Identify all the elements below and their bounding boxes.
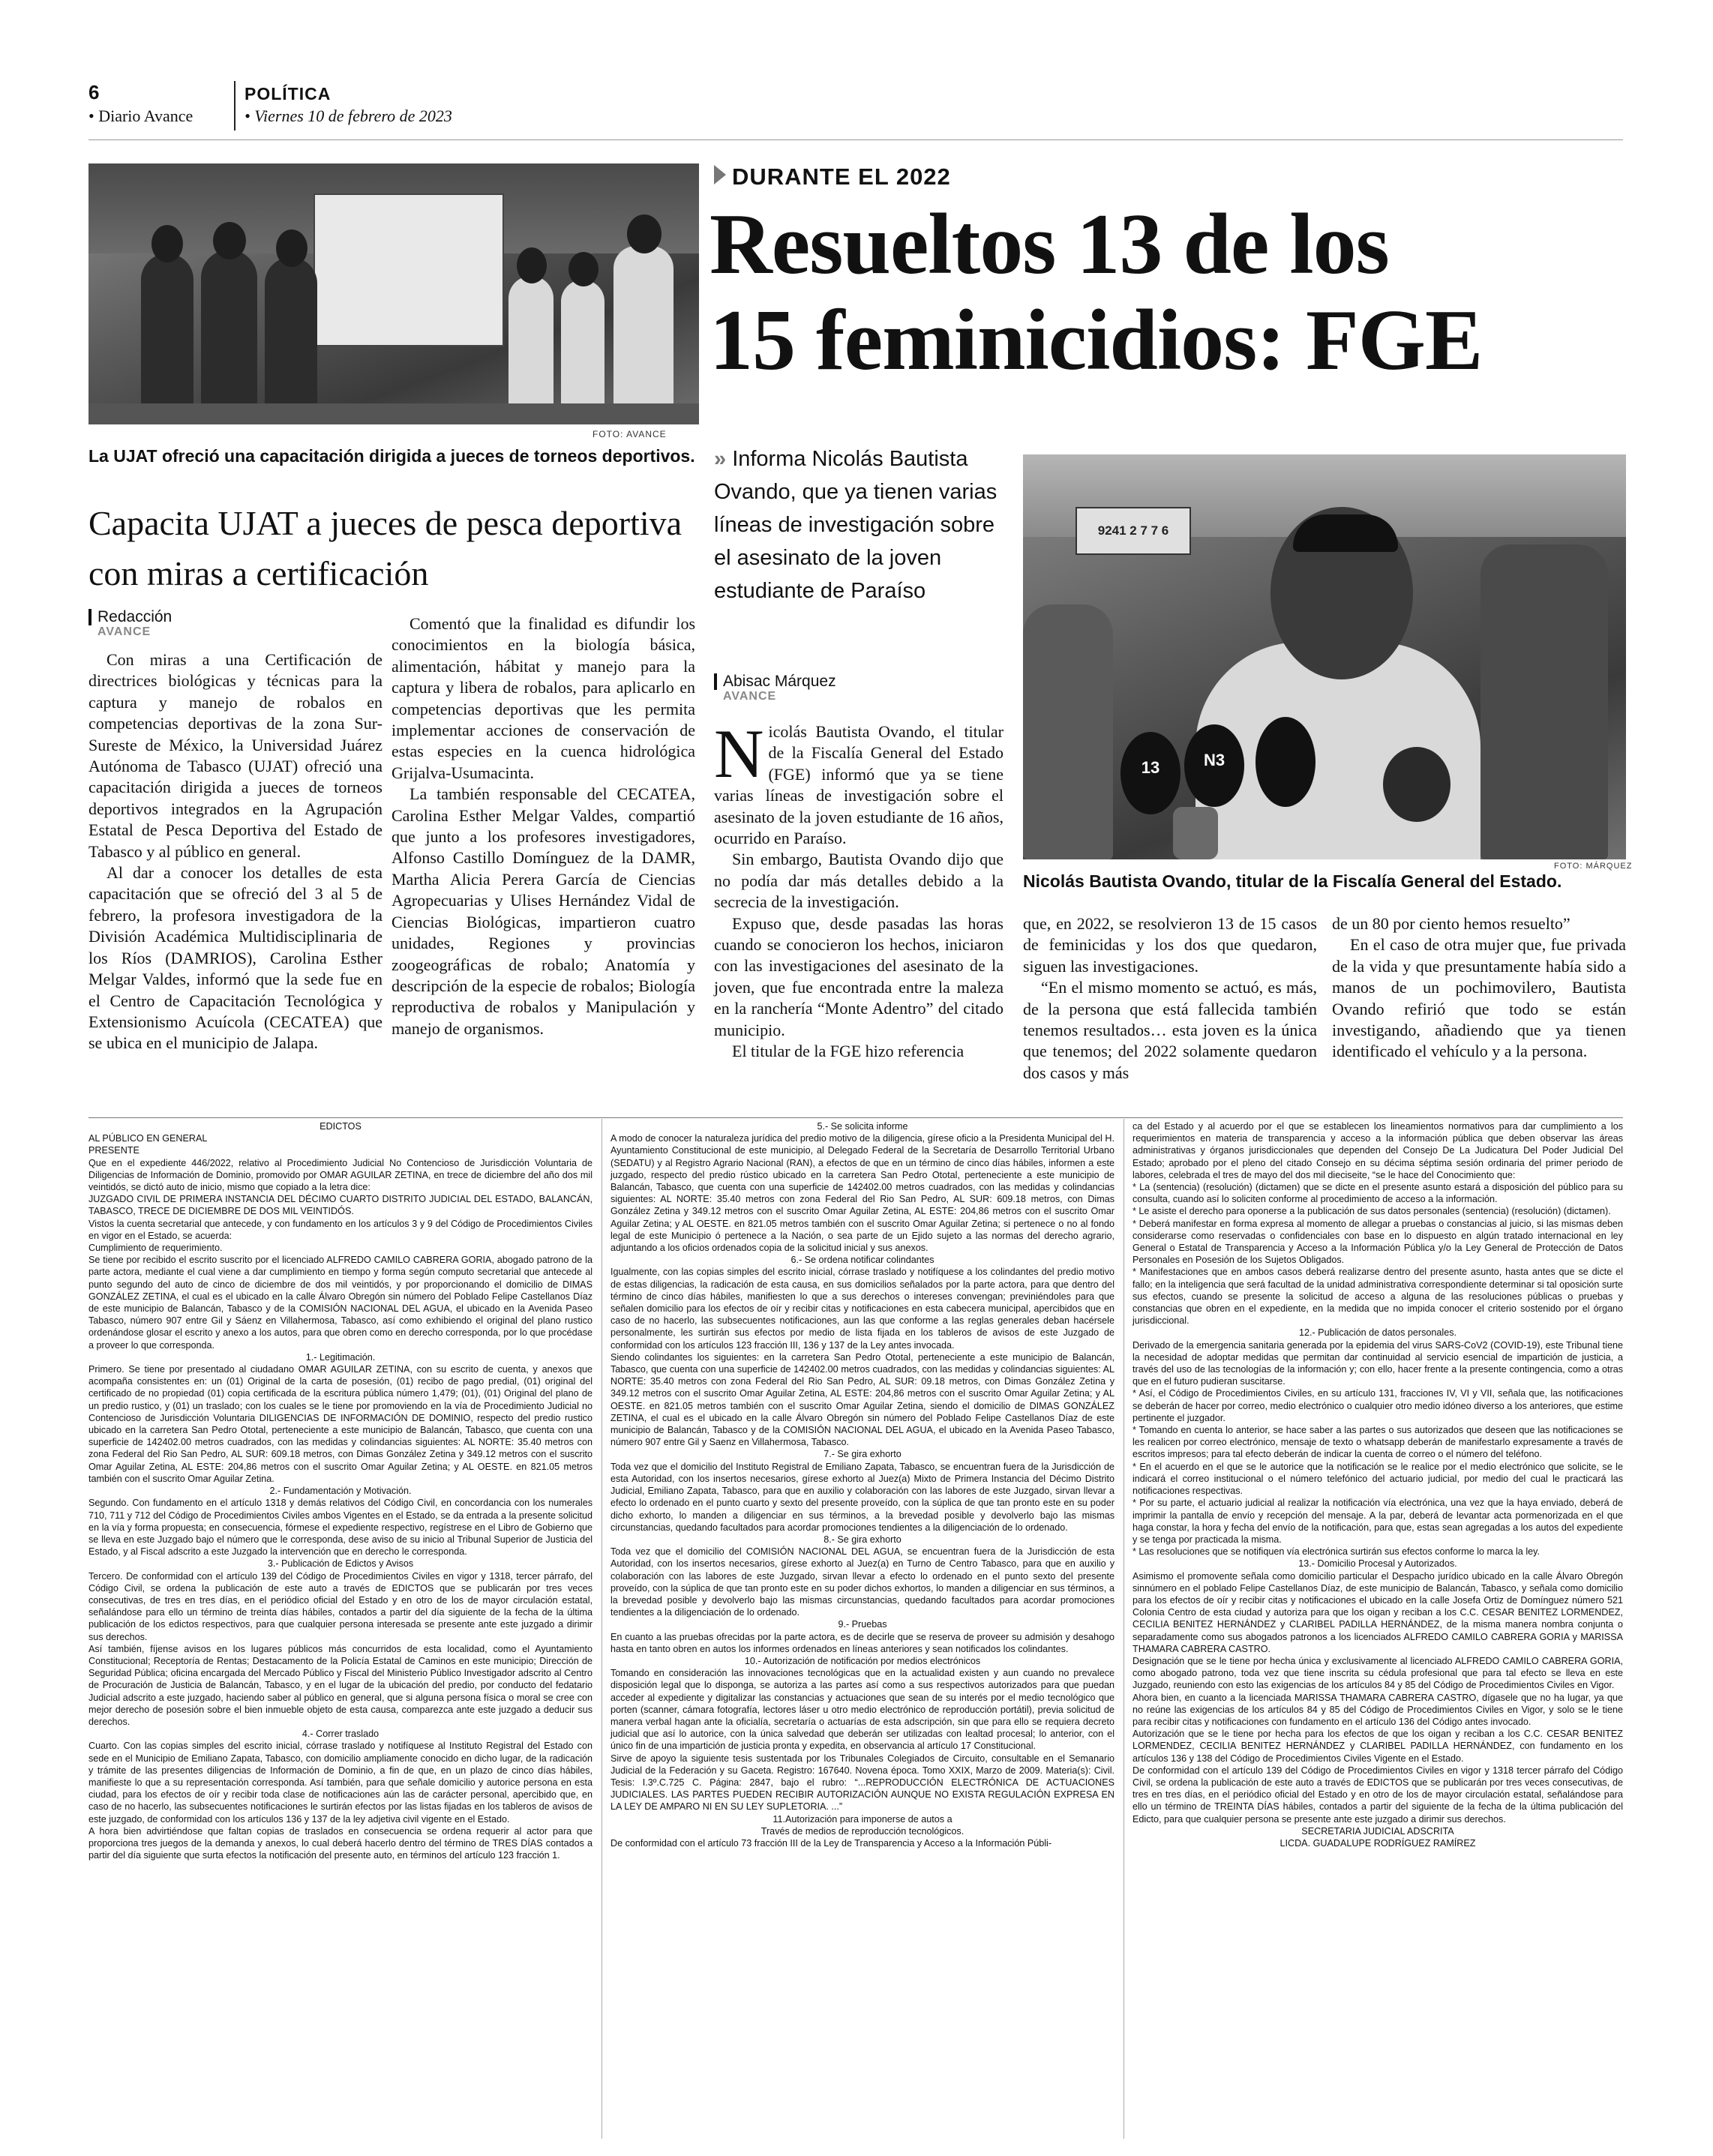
deck: [714, 442, 1014, 607]
legal-paragraph: AL PÚBLICO EN GENERAL: [88, 1133, 208, 1144]
paragraph: Con miras a una Certificación de directrices biológicas y técnicas para la captura y manejo de robalos en competencias deportivas de la zona Sur-Sureste de México, la Universidad Juárez Autónoma de Tabasco (UJAT) ofreció una capacitación dirigida a jueces de torneos deportivos integrados en la Agrupación Estatal de Pesca Deportiva del Estado de Tabasco y al público en general.: [88, 650, 382, 861]
paragraph: En el caso de otra mujer que, fue privada de la vida y que presuntamente había sido a manos de un pochimovilero, Bautista Ovando refirió que todo se están investigando, añadiendo que ya tienen identificado el vehículo y a la persona.: [1332, 935, 1626, 1061]
legal-paragraph: En cuanto a las pruebas ofrecidas por la parte actora, es de decirle que se reserva de proveer su admisión y desahogo hasta en tanto obren en autos los informes ordenados en líneas anteriores y sean notificados los colindantes.: [610, 1631, 1114, 1654]
newspaper-name: • Diario Avance: [88, 106, 194, 125]
legal-heading: 2.- Fundamentación y Motivación.: [269, 1486, 412, 1497]
legal-paragraph: * En el acuerdo en el que se le autorice que la notificación se le realice por el medio electrónico que solicite, se le indicará el correo institucional o el número telefónico del actuario judicial, por medio del cual le practicará las notificaciones respectivas.: [1132, 1461, 1623, 1497]
legal-heading: 10.- Autorización de notificación por medios electrónicos: [744, 1655, 981, 1666]
legal-paragraph: * Así, el Código de Procedimientos Civiles, en su artículo 131, fracciones IV, VI y VII, señala que, las notificaciones se deberán de hacer por correo, medio electrónico o cualquier otro medio idóneo diverso a los anteriores, que estime pertinente el juzgador.: [1132, 1388, 1623, 1423]
legal-paragraph: Sirve de apoyo la siguiente tesis sustentada por los Tribunales Colegiados de Circuito, consultable en el Semanario Judicial de la Federación y su Gaceta. Registro: 167640. Novena época. Tomo XXIX, Marzo de 2009. Materia(s): Civil. Tesis: I.3º.C.725 C. Página: 2847, bajo el rubro: “...REPRODUCCIÓN ELECTRÓNICA DE ACTUACIONES JUDICIALES. LAS PARTES PUEDEN RECIBIR AUTORIZACIÓN AUNQUE NO EXISTA REGULACIÓN EXPRESA EN LA LEY DE AMPARO NI EN SU LEY SUPLETORIA. ...”: [610, 1753, 1114, 1813]
legal-column-1: [88, 1120, 592, 1861]
legal-heading: 1.- Legitimación.: [305, 1351, 376, 1363]
legal-paragraph: JUZGADO CIVIL DE PRIMERA INSTANCIA DEL DÉCIMO CUARTO DISTRITO JUDICIAL DEL ESTADO, BALANCÁN, TABASCO, TRECE DE DICIEMBRE DE DOS MIL VEINTIDÓS.: [88, 1194, 592, 1217]
legal-paragraph: Siendo colindantes los siguientes: en la carretera San Pedro Ototal, perteneciente a este municipio de Balancán, Tabasco, que cuenta con una superficie de 142402.00 metros cuadrados, con las medidas y colindancias siguientes: AL NORTE: 35.40 metros con zona Federal del Rio San Pedro, AL SUR: 09.18 metros, con Dimas González Zetina y 349.12 metros con el suscrito Omar Aguilar Zetina, AL ESTE: 204,86 metros con el suscrito Omar Aguilar Zetina; y AL OESTE. en 821.05 metros también con el suscrito Omar Aguilar Zetina, siendo el domicilio de DIMAS GONZÁLEZ ZETINA, el cual es el ubicado en la calle Álvaro Obregón sin número del Poblado Felipe Castellanos Díaz de este municipio de Balancán, Tabasco y de la COMISIÓN NACIONAL DEL AGUA, el ubicado en la Avenida Paseo Tabasco, número 907 entre Gil y Saenz en Villahermosa, Tabasco.: [610, 1351, 1114, 1448]
legal-paragraph: Se tiene por recibido el escrito suscrito por el licenciado ALFREDO CAMILO CABRERA GORIA, abogado patrono de la parte actora, mediante el cual viene a dar cumplimiento en tiempo y forma según computo secretarial que antecede al punto segundo del auto de cinco de diciembre de dos mil veintidós, y por proporcionando el domicilio de DIMAS GONZÁLEZ ZETINA, el cual es el ubicado en la calle Álvaro Obregón sin número del Poblado Felipe Castellanos Díaz de este municipio de Balancán, Tabasco y de la COMISIÓN NACIONAL DEL AGUA, el ubicado en la Avenida Paseo Tabasco, número 907 entre Gil y Sáenz en Villahermosa, Tabasco, así como exhibiendo el original del plano rustico ordenándose glosar el escrito y anexo a los autos, para que obren como en derecho corresponda, por lo que procédase a proveer lo que corresponda.: [88, 1255, 592, 1351]
legal-heading: 13.- Domicilio Procesal y Autorizados.: [1298, 1558, 1457, 1570]
main-column-2: [1023, 913, 1317, 1084]
header-rule: [88, 139, 1623, 140]
photo-caption: Nicolás Bautista Ovando, titular de la Fiscalía General del Estado.: [1023, 871, 1562, 891]
byline-org: AVANCE: [98, 625, 152, 638]
main-byline: [714, 673, 836, 703]
legal-paragraph: Designación que se le tiene por hecha única y exclusivamente al licenciado ALFREDO CAMILO CABRERA GORIA, como abogado patrono, toda vez que tiene inscrita su cédula profesional que para tal efecto se lleva en este Juzgado, reuniendo con esto las exigencias de los artículos 84 y 85 del Código de Procedimientos Civiles en Vigor.: [1132, 1655, 1623, 1691]
legal-heading: 9.- Pruebas: [838, 1619, 887, 1630]
legal-paragraph: Primero. Se tiene por presentado al ciudadano OMAR AGUILAR ZETINA, con su escrito de cuenta, y anexos que acompaña consistentes en: un (01) Original de la carta de posesión, (01) recibo de pago predial, (01) original del certificado de no propiedad (01) copia certificada de la escritura pública número 1,479; (01), (01) Original del plano de un predio rustico, y (01) un traslado; con los cuales se le tiene por promoviendo en la vía de Procedimiento Judicial no Contencioso de Jurisdicción Voluntaria DILIGENCIAS DE INFORMACIÓN DE DOMINIO, respecto del predio rustico ubicado en la carretera San Pedro Ototal, perteneciente a este municipio de Balancán, Tabasco, que cuenta con una superficie de 142402.00 metros cuadrados, con las medidas y colindancias siguientes: AL NORTE: 35.40 metros con zona Federal del Rio San Pedro, AL SUR: 609.18 metros, con Dimas González Zetina y 349.12 metros con el suscrito Omar Aguilar Zetina, AL ESTE: 204,86 metros con el suscrito Omar Aguilar Zetina; y AL OESTE. en 821.05 metros también con el suscrito Omar Aguilar Zetina.: [88, 1364, 592, 1484]
article-headline: Capacita UJAT a jueces de pesca deportiva con miras a certificación: [88, 504, 682, 592]
legal-paragraph: Cuarto. Con las copias simples del escrito inicial, córrase traslado y notifíquese al Instituto Registral del Estado con sede en el Municipio de Emiliano Zapata, Tabasco, con domicilio ampliamente conocido en dicho lugar, de la radicación y trámite de las presentes diligencias de Información de Dominio, a fin de que, en un plazo de cinco días hábiles, manifieste lo que a su representación corresponda. Así también, para que señale domicilio y autorice persona en esta ciudad, para los efectos de oír y recibir toda clase de notificaciones aún las de carácter personal, apercibido que, en caso de no hacerlo, las subsecuentes notificaciones le surtirán efectos por las listas fijadas en los tableros de avisos de este juzgado, de conformidad con los artículos 136 y 137 de la ley adjetiva civil vigente en el Estado.: [88, 1741, 592, 1825]
legal-column-3: [1132, 1120, 1623, 1849]
mic-label-n3: N3: [1203, 751, 1226, 769]
legal-paragraph: Tomando en consideración las innovaciones tecnológicas que en la actualidad existen y aun cuando no prevalece disposición legal que lo disponga, se autoriza a las partes así como a sus respectivos autorizados para que puedan acceder al expediente y digitalizar las constancias y actuaciones que sean de su interés por el medio tecnológico que porten (scanner, cámara fotografía, lectores láser u otro medio electrónico de reproducción portátil), previa solicitud de manera verbal hagan ante la oficialía, secretaría o actuarías de esta adscripción, sin que para ello se requiera decreto judicial que así lo autorice, con la única salvedad que deberán ser utilizadas con lealtad procesal; lo anterior, con el único fin de una impartición de justicia pronta y expedita, en observancia al artículo 17 Constitucional.: [610, 1668, 1114, 1752]
deck-text: Informa Nicolás Bautista Ovando, que ya tienen varias líneas de investigación sobre el asesinato de la joven estudiante de Paraíso: [714, 447, 998, 603]
legal-paragraph: Autorización que se le tiene por hecha para los efectos de que los oigan y reciban a los C.C. CESAR BENITEZ LORMENDEZ, CECILIA BENITEZ HERNÁNDEZ y CLARIBEL PADILLA HERNÁNDEZ, con fundamento en los artículos 136 y 138 del Código de Procedimientos Civiles Vigente en el Estado.: [1132, 1729, 1623, 1764]
legal-heading: LICDA. GUADALUPE RODRÍGUEZ RAMÍREZ: [1280, 1837, 1476, 1849]
legal-paragraph: * Deberá manifestar en forma expresa al momento de allegar a pruebas o constancias al juicio, si las mismas deben considerarse como reservadas o confidenciales con base en lo dispuesto en algún tratado internacional en ley General o Estatal de Transparencia y Acceso a la Información Pública y/o la Ley General de Protección de Datos Personales en Posesión de los Sujetos Obligados.: [1132, 1218, 1623, 1266]
legal-paragraph: Toda vez que el domicilio del COMISIÓN NACIONAL DEL AGUA, se encuentran fuera de la Jurisdicción de esta Autoridad, con los insertos necesarios, gírese exhorto al Juez(a) en Turno de Centro Tabasco, para que en auxilio y colaboración con las labores de este Juzgado, sirvan llevar a efecto lo ordenado en el punto sexto del presente proveído, con la súplica de que tan pronto este en su poder dichos exhortos, lo manden a diligenciar en sus términos, a la brevedad posible y devolverlo bajo las mismas circunstancias, quedando facultados para acordar promociones tendientes a la diligenciación de lo ordenado.: [610, 1546, 1114, 1618]
legal-column-2: [610, 1120, 1114, 1849]
byline: [88, 609, 172, 639]
paragraph-text: icolás Bautista Ovando, el titular de la Fiscalía General del Estado (FGE) informó que ya se tiene varias líneas de investigación sobre el asesinato de la joven estudiante de 16 años, ocurrido en Paraíso.: [714, 722, 1004, 848]
legal-heading: EDICTOS: [320, 1121, 362, 1132]
photo-caption: La UJAT ofreció una capacitación dirigida a jueces de torneos deportivos.: [88, 446, 695, 466]
legal-paragraph: * Las resoluciones que se notifiquen vía electrónica surtirán sus efectos conforme lo marca la ley.: [1132, 1546, 1540, 1558]
paragraph: El titular de la FGE hizo referencia: [732, 1042, 964, 1061]
legal-paragraph: Que en el expediente 446/2022, relativo al Procedimiento Judicial No Contencioso de Jurisdicción Voluntaria de Diligencias de Información de Dominio, promovido por OMAR AGUILAR ZETINA, en trece de diciembre del año dos mil veintidós, se dictó auto de inicio, mismo que copiado a la letra dice:: [88, 1157, 592, 1193]
legal-paragraph: Igualmente, con las copias simples del escrito inicial, córrase traslado y notifíquese a los colindantes del predio motivo de estas diligencias, la radicación de esta causa, en sus domicilios señalados por la parte actora, para que dentro del término de cinco días hábiles, manifiesten lo que a sus derechos o intereses convengan; previniéndoles para que señalen domicilio para los efectos de oír y recibir citas y notificaciones en esta cabecera municipal, apercibidos que en caso de no hacerlo, las subsecuentes notificaciones, aun las que conforme a las reglas generales deban hacérsele personalmente, les surtirán sus efectos por medio de lista fijada en los tableros de avisos de este Juzgado de conformidad con los artículos 123 fracción III, 136 y 137 de la Ley antes invocada.: [610, 1267, 1114, 1351]
byline-author: Abisac Márquez: [714, 673, 836, 690]
legal-paragraph: Toda vez que el domicilio del Instituto Registral de Emiliano Zapata, Tabasco, se encuentran fuera de la Jurisdicción de esta Autoridad, con los insertos necesarios, gírese exhorto al Juez(a) Mixto de Primera Instancia del Décimo Distrito Judicial, Emiliano Zapata, Tabasco, para que en auxilio y colaboración con las labores de este Juzgado, sirvan llevar a efecto lo ordenado en el punto cuarto y sexto del presente proveído, con la súplica de que tan pronto este en su poder dicho exhorto, lo manden a diligenciar en sus términos, a la brevedad posible y devolverlo bajo las mismas circunstancias, quedando facultados para acordar promociones tendientes a la diligenciación de lo ordenado.: [610, 1461, 1114, 1533]
headline-line-1: Resueltos 13 de los: [710, 196, 1389, 292]
byline-author: Redacción: [88, 609, 172, 625]
legal-paragraph: Así también, fíjense avisos en los lugares públicos más concurridos de esta localidad, como el Ayuntamiento Constitucional; Receptoría de Rentas; Destacamento de la Policía Estatal de Caminos en este municipio; Dirección de Seguridad Pública; oficina encargada del Mercado Público y Fiscal del Ministerio Público Investigador adscrito al Centro de Procuración de Justicia de Balancán, Tabasco, y en el lugar de la ubicación del predio, por conducto del fedatario Judicial adscrito a este juzgado, haciendo saber al público en general, que si alguna persona física o moral se cree con mejor derecho de posesión sobre el bien inmueble objeto de esta causa, comparezca ante este juzgado a deducir sus derechos.: [88, 1643, 592, 1727]
paragraph: La también responsable del CECATEA, Carolina Esther Melgar Valdes, compartió que junto a los profesores investigadores, Alfonso Castillo Domínguez de la DAMR, Martha Alicia Perera García de Ciencias Agropecuarias y Ulises Hernández Vidal de Ciencias Biológicas, impartieron cuatro unidades, Regiones y provincias zoogeográficas de robalo; Anatomía y descripción de la especie de robalos; Biología reproductiva de robalos y Manipulación y manejo de organismos.: [392, 784, 695, 1038]
legal-heading: 6.- Se ordena notificar colindantes: [790, 1255, 934, 1266]
legal-heading: 3.- Publicación de Edictos y Avisos: [267, 1558, 414, 1570]
header-divider: [234, 81, 236, 130]
legal-paragraph: Asimismo el promovente señala como domicilio particular el Despacho jurídico ubicado en la calle Álvaro Obregón sinnúmero en el poblado Felipe Castellanos Díaz, de este municipio de Balancán, Tabasco, y señala como domicilio para los efectos de oír y recibir citas y notificaciones el ubicado en la calle Josefa Ortiz de Domínguez número 521 Colonia Centro de esta ciudad y autoriza para que los oigan y reciban a los C.C. CESAR BENITEZ LORMENDEZ, CECILIA BENITEZ HERNÁNDEZ y CLARIBEL PADILLA HERNÁNDEZ, de la misma manera nombra conjunta o separadamente como sus abogados patronos a los licenciados ALFREDO CAMILO CABRERA GORIA y MARISSA THAMARA CABRERA CASTRO.: [1132, 1570, 1623, 1654]
legal-heading: 5.- Se solicita informe: [817, 1121, 908, 1132]
main-column-3: [1332, 913, 1626, 1063]
legal-heading: 12.- Publicación de datos personales.: [1298, 1327, 1457, 1339]
legal-heading: 7.- Se gira exhorto: [824, 1449, 902, 1460]
headline-line-2: 15 feminicidios: FGE: [710, 292, 1483, 388]
paragraph: “En el mismo momento se actuó, es más, de la persona que está fallecida también tenemos resultados… esta joven es la única que tenemos; del 2022 solamente quedaron dos casos y más: [1023, 978, 1317, 1082]
paragraph: Expuso que, desde pasadas las horas cuando se conocieron los hechos, iniciaron con las investigaciones del asesinato de la joven, que fue encontrada entre la maleza en la ranchería “Monte Adentro” del citado municipio.: [714, 913, 1004, 1039]
mic-label-13: 13: [1141, 758, 1160, 777]
legal-paragraph: De conformidad con el artículo 139 del Código de Procedimientos Civiles en vigor y 1318 tercer párrafo del Código Civil, se ordena la publicación de este auto a través de EDICTOS que se publicarán por tres veces consecutivas, de tres en tres días, en el periódico oficial del Estado y en otro de los de mayor circulación estatal, señalándose para ello un término de TREINTA DÍAS hábiles, contados a partir del siguiente de la fecha de la última publicación del Edicto, para que cualquier persona se presente ante este juzgado a dirimir sus derechos.: [1132, 1765, 1623, 1825]
deck-arrow-icon: »: [714, 447, 733, 471]
fge-interview-photo: [1023, 454, 1626, 859]
legal-paragraph: * Por su parte, el actuario judicial al realizar la notificación vía electrónica, una vez que la haya enviado, deberá de imprimir la pantalla de envío y recepción del mensaje. A la par, deberá de levantar acta pormenorizada en el que haga constar, la hora y fecha del envío de la notificación, para que, estas sean agregadas a los autos del expediente y se tenga por practicada la misma.: [1132, 1498, 1623, 1545]
legal-divider: [88, 1117, 1623, 1118]
legal-heading: 4.- Correr traslado: [302, 1729, 380, 1740]
ujat-group-photo: [88, 163, 699, 424]
page-number: 6: [88, 81, 100, 103]
paragraph: Sin embargo, Bautista Ovando dijo que no podía dar más detalles debido a la secrecia de la investigación.: [714, 850, 1004, 912]
legal-paragraph: Derivado de la emergencia sanitaria generada por la epidemia del virus SARS-CoV2 (COVID-19), este Tribunal tiene la necesidad de adoptar medidas que permitan dar continuidad al servicio esencial de impartición de justicia, a través del uso de las tecnologías de la información y; con ello, hacer frente a la presente contingencia, como a otras que en el futuro pudieran suscitarse.: [1132, 1339, 1623, 1387]
paragraph: [714, 715, 1004, 849]
legal-paragraph: Cumplimiento de requerimiento.: [88, 1243, 223, 1254]
legal-heading: 8.- Se gira exhorto: [824, 1534, 902, 1545]
legal-heading: Través de medios de reproducción tecnológicos.: [760, 1825, 964, 1837]
legal-paragraph: * Tomando en cuenta lo anterior, se hace saber a las partes o sus autorizados que deseen que las notificaciones se les realicen por correo electrónico, mensaje de texto o whatsapp deberán de manifestarlo expresamente a través de escritos impresos; para tal efecto deberán de indicar la cuenta de correo o el número del teléfono.: [1132, 1425, 1623, 1460]
legal-paragraph: * Le asiste el derecho para oponerse a la publicación de sus datos personales (sentencia) (resolución) (dictamen).: [1132, 1206, 1611, 1217]
legal-paragraph: ca del Estado y al acuerdo por el que se establecen los lineamientos normativos para dar cumplimiento a los requerimientos en materia de transparencia y acceso a la información pública que deben observar las áreas administrativas y órganos jurisdiccionales que dependen del Consejo De La Judicatura Del Poder Judicial Del Estado; aprobado por el pleno del citado Consejo en su décima séptima sesión ordinaria del primer periodo de labores, celebrada el tres de mayo del dos mil dieciseite, “se le hace del Conocimiento que:: [1132, 1121, 1623, 1180]
photo-credit: FOTO: AVANCE: [592, 429, 667, 439]
photo-credit: FOTO: MÁRQUEZ: [1554, 862, 1633, 871]
main-headline: [710, 196, 1632, 388]
legal-heading: SECRETARIA JUDICIAL ADSCRITA: [1301, 1825, 1454, 1837]
paragraph: que, en 2022, se resolvieron 13 de 15 casos de feminicidas y los dos que quedaron, siguen las investigaciones.: [1023, 914, 1317, 976]
article-column-1: [88, 649, 382, 1054]
legal-paragraph: A hora bien advirtiéndose que faltan copias de traslados en consecuencia se ordena requerir al actor para que proporciona tres juegos de la demanda y anexos, lo cual deberá hacerlo dentro del término de TRES DÍAS contados a partir del día siguiente que surta efectos la notificación del presente auto, en términos del artículo 123 fracción 1.: [88, 1825, 592, 1861]
photo-sign: 9241 2 7 7 6: [1076, 507, 1191, 555]
legal-paragraph: A modo de conocer la naturaleza jurídica del predio motivo de la diligencia, gírese oficio a la Presidenta Municipal del H. Ayuntamiento Constitucional de este municipio, al Delegado Federal de la Secretaría de Desarrollo Territorial Urbano (SEDATU) y al Registro Agrario Nacional (RAN), a efectos de que en un término de cinco días hábiles, informen a este juzgado, respecto del predio rústico ubicado en la carretera San Pedro Ototal, perteneciente a este municipio de Balancán, Tabasco, que cuenta con una superficie de 142402.00 metros cuadrados, con las medidas y colindancias siguientes: AL NORTE: 35.40 metros con zona Federal del Rio San Pedro, AL SUR: 609.18 metros, con Dimas González Zetina y 349.12 metros con el suscrito Omar Aguilar Zetina, AL ESTE: 204,86 metros con el suscrito Omar Aguilar Zetina; y AL OESTE. en 821.05 metros también con el suscrito Omar Aguilar Zetina; si pertenece o no al fondo legal de este Municipio ó pertenece a la Nación, o sea parte de un Ejido sujeto a las normas del derecho agrario, adjuntando a los oficios ordenados copia de la solicitud inicial y sus anexos.: [610, 1133, 1114, 1254]
kicker-arrow-icon: [714, 165, 726, 184]
main-column-1: [714, 715, 1004, 1063]
legal-paragraph: De conformidad con el artículo 73 fracción III de la Ley de Transparencia y Acceso a la Información Públi-: [610, 1837, 1052, 1849]
section-name: POLÍTICA: [244, 84, 332, 103]
paragraph: Al dar a conocer los detalles de esta capacitación que se ofreció del 3 al 5 de febrero, la profesora investigadora de la División Académica Multidisciplinaria de los Ríos (DAMRIOS), Carolina Esther Melgar Valdes, informó que la sede fue en el Centro de Capacitación Tecnológica y Extensionismo Acuícola (CECATEA) que se ubica en el municipio de Jalapa.: [88, 863, 382, 1053]
legal-heading: 11.Autorización para imponerse de autos a: [772, 1813, 952, 1825]
drop-cap: N: [714, 715, 764, 792]
legal-paragraph: PRESENTE: [88, 1145, 140, 1156]
byline-org: AVANCE: [723, 690, 777, 703]
paragraph: de un 80 por ciento hemos resuelto”: [1332, 914, 1570, 933]
legal-paragraph: Segundo. Con fundamento en el artículo 1318 y demás relativos del Código Civil, en concordancia con los numerales 710, 711 y 712 del Código de Procedimientos Civiles ambos Vigentes en el Estado, se da entrada a la presente solicitud en la vía y forma propuesta; en consecuencia, fórmese el expediente respectivo, regístrese en el Libro de Gobierno que se lleva en este Juzgado bajo el número que le corresponda, dese aviso de su inicio al Tribunal Superior de Justicia del Estado, y al Fiscal adscrito a este Juzgado la intervención que en derecho le corresponda.: [88, 1498, 592, 1558]
issue-date: • Viernes 10 de febrero de 2023: [244, 106, 452, 125]
legal-paragraph: Vistos la cuenta secretarial que antecede, y con fundamento en los artículos 3 y 9 del Código de Procedimientos Civiles en vigor en el Estado, se acuerda:: [88, 1218, 592, 1241]
legal-paragraph: * Manifestaciones que en ambos casos deberá realizarse dentro del presente asunto, hasta antes que se dicte el fallo; en la inteligencia que será facultad de la unidad administrativa correspondiente determinar si tal oposición surte sus efectos, cuando se presente la solicitud de acceso a alguna de las resoluciones públicas o pruebas y constancias que obren en el expediente, en la medida que no impida conocer el criterio sostenido por el órgano jurisdiccional.: [1132, 1267, 1623, 1327]
paragraph: Comentó que la finalidad es difundir los conocimientos en la biología básica, alimentación, hábitat y manejo para la captura y libera de robalos, para aplicarlo en competencias deportivas que les permita implementar acciones de conservación de estas especies en la cuenca hidrológica Grijalva-Usumacinta.: [392, 614, 695, 782]
legal-paragraph: * La (sentencia) (resolución) (dictamen) que se dicte en el presente asunto estará a disposición del público para su consulta, cuando así lo soliciten conforme al procedimiento de acceso a la información.: [1132, 1182, 1623, 1205]
legal-paragraph: Tercero. De conformidad con el artículo 139 del Código de Procedimientos Civiles en vigor y 1318, tercer párrafo, del Código Civil, se ordena la publicación de este auto a través de EDICTOS que se publicarán por tres veces consecutivas, de tres en tres días, en el periódico oficial del Estado y en otro de los de mayor circulación estatal, señalándose para ello un término de treinta días hábiles, contados a partir del día siguiente de la fecha de la última publicación de los edictos respectivos, para que cualquier persona interesada se presente ante este juzgado a dirimir sus derechos.: [88, 1570, 592, 1642]
article-column-2: [392, 613, 695, 1039]
legal-paragraph: Ahora bien, en cuanto a la licenciada MARISSA THAMARA CABRERA CASTRO, dígasele que no ha lugar, ya que no reúne las exigencias de los artículos 84 y 85 del Código de Procedimientos Civiles en Vigor, y solo se le tiene para recibir citas y notificaciones con fundamento en el artículo 136 del Código antes invocado.: [1132, 1692, 1623, 1727]
kicker: DURANTE EL 2022: [732, 163, 951, 190]
